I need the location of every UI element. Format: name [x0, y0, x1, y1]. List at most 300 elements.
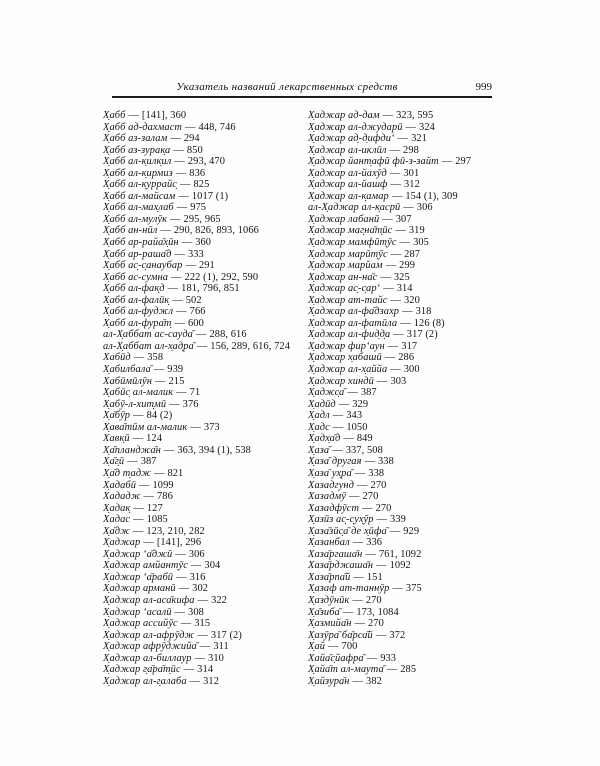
entry-term: ал-Х̣аббат ал-х̣ад̣ра̄: [103, 340, 194, 352]
entry-page-refs: 301: [403, 167, 420, 179]
index-entry: [103, 583, 308, 595]
entry-dash: —: [385, 260, 397, 272]
entry-term: Х̣аджар ал-аса̄кифа: [103, 594, 195, 606]
entry-term: Х̣абб ал-к̣уррайс̣: [103, 179, 178, 191]
entry-dash: —: [405, 121, 417, 133]
index-entry: [308, 214, 508, 226]
entry-page-refs: 387: [360, 387, 377, 399]
entry-page-refs: 151: [366, 571, 383, 583]
entry-dash: —: [402, 306, 413, 318]
entry-dash: —: [180, 179, 191, 191]
entry-page-refs: 376: [182, 398, 199, 410]
entry-dash: —: [383, 283, 394, 295]
index-entry: [308, 295, 508, 307]
entry-term: Хадас: [103, 514, 131, 526]
entry-term: Х̣абб ал-мулӯк: [103, 213, 168, 225]
index-entry: [103, 283, 308, 295]
index-entry: [308, 422, 508, 434]
entry-page-refs: 373: [203, 421, 220, 433]
entry-dash: —: [175, 548, 186, 560]
entry-page-refs: 363, 394 (1), 538: [177, 444, 251, 456]
index-entry: [103, 630, 308, 642]
entry-dash: —: [197, 629, 208, 641]
entry-page-refs: 156, 289, 616, 724: [210, 340, 291, 352]
entry-page-refs: 600: [187, 317, 204, 329]
index-entry: [308, 156, 508, 168]
entry-dash: —: [173, 144, 184, 156]
entry-dash: —: [353, 571, 364, 583]
entry-dash: —: [133, 502, 144, 514]
entry-page-refs: 321: [411, 133, 427, 145]
index-entry: [103, 260, 308, 272]
index-entry: [103, 272, 308, 284]
entry-page-refs: 700: [341, 641, 358, 653]
entry-term: Х̣абб ар-райа̄х̣ӣн: [103, 237, 179, 249]
entry-dash: —: [390, 179, 402, 191]
entry-page-refs: 286: [398, 352, 415, 364]
entry-page-refs: 295, 965: [183, 213, 221, 225]
entry-term: Х̣азаф ат-таннӯр: [308, 583, 390, 595]
entry-term: ал-Х̣аббат ас-сауда̄: [103, 329, 193, 341]
entry-dash: —: [176, 202, 188, 214]
entry-term: ал-Х̣аджар ал-к̣асрӣ: [308, 202, 401, 214]
entry-page-refs: 849: [356, 433, 373, 445]
entry-page-refs: [141], 296: [156, 537, 202, 549]
entry-term: Х̣адабӣ: [103, 479, 137, 491]
entry-page-refs: 339: [390, 514, 406, 526]
entry-dash: —: [332, 410, 344, 422]
index-entry: [103, 329, 308, 341]
entry-page-refs: 502: [185, 294, 202, 306]
entry-term: Хазадгунд: [308, 479, 355, 491]
entry-dash: —: [392, 583, 403, 595]
entry-dash: —: [332, 421, 344, 433]
entry-term: Х̣абб ал-мах̣лаб: [103, 202, 174, 214]
entry-page-refs: 372: [389, 629, 406, 641]
entry-dash: —: [133, 514, 144, 526]
index-entry: [308, 456, 508, 468]
index-entry: [103, 549, 308, 561]
entry-term: Х̣адс: [308, 421, 330, 433]
entry-dash: —: [391, 190, 403, 202]
entry-term: Х̣а̄д т̣адж: [103, 467, 151, 479]
entry-page-refs: 314: [197, 664, 214, 676]
entry-dash: —: [365, 548, 376, 560]
index-entry: [308, 329, 508, 341]
entry-page-refs: 375: [405, 583, 422, 595]
entry-page-refs: 312: [203, 675, 220, 687]
entry-page-refs: 1092: [389, 560, 411, 572]
index-entry: [103, 399, 308, 411]
entry-dash: —: [397, 133, 409, 145]
index-entry: [103, 595, 308, 607]
page-header: [112, 81, 492, 93]
entry-page-refs: 1099: [152, 479, 174, 491]
entry-page-refs: 360: [195, 237, 212, 249]
entry-dash: —: [167, 283, 179, 295]
index-entry: [308, 249, 508, 261]
entry-page-refs: 270: [375, 502, 392, 514]
entry-term: Х̣адл: [308, 410, 330, 422]
entry-term: Х̣аджар фирʻаун: [308, 340, 385, 352]
entry-page-refs: 290, 826, 893, 1066: [173, 225, 259, 237]
entry-dash: —: [174, 248, 185, 260]
entry-term: Х̣аджар ал-афрӯдж: [103, 629, 195, 641]
entry-page-refs: 338: [378, 456, 394, 468]
entry-dash: —: [143, 491, 155, 503]
entry-dash: —: [170, 213, 181, 225]
entry-term: Х̣абб ал-фуджл: [103, 306, 174, 318]
entry-page-refs: 124: [146, 433, 162, 445]
entry-term: Х̣абб ал-фура̄т̣: [103, 317, 172, 329]
entry-page-refs: 1017 (1): [191, 190, 229, 202]
entry-dash: —: [171, 271, 182, 283]
entry-page-refs: 324: [419, 121, 435, 133]
entry-term: Х̣аджар ал-йашф: [308, 179, 388, 191]
entry-page-refs: 288, 616: [209, 329, 247, 341]
entry-page-refs: 343: [346, 410, 363, 422]
index-entry: [308, 318, 508, 330]
entry-dash: —: [352, 675, 364, 687]
index-entry: [308, 537, 508, 549]
entry-term: Х̣аджар ал-фатӣла: [308, 317, 398, 329]
index-entry: [308, 503, 508, 515]
index-entry: [308, 260, 508, 272]
entry-dash: —: [127, 456, 138, 468]
index-entry: [103, 445, 308, 457]
entry-term: Х̣ай: [308, 641, 326, 653]
entry-page-refs: 315: [194, 618, 211, 630]
index-entry: [308, 237, 508, 249]
entry-page-refs: 297: [455, 156, 472, 168]
entry-dash: —: [176, 571, 187, 583]
entry-dash: —: [174, 156, 185, 168]
entry-dash: —: [175, 167, 187, 179]
entry-page-refs: 338: [368, 467, 385, 479]
entry-dash: —: [190, 421, 201, 433]
entry-term: Х̣а̄дж: [103, 525, 130, 537]
index-entry: [103, 168, 308, 180]
index-entry: [103, 341, 308, 353]
index-entry: [103, 526, 308, 538]
entry-term: Х̣а̄зиба̄: [308, 606, 340, 618]
entry-page-refs: 123, 210, 282: [146, 525, 205, 537]
entry-term: Х̣абб ар-раша̄д: [103, 248, 172, 260]
entry-dash: —: [196, 340, 208, 352]
index-entry: [103, 641, 308, 653]
entry-dash: —: [197, 594, 209, 606]
entry-page-refs: 310: [208, 652, 224, 664]
entry-page-refs: 291: [198, 260, 215, 272]
index-entry: [308, 618, 508, 630]
entry-term: Х̣абб ал-майсам: [103, 190, 176, 202]
index-entry: [103, 480, 308, 492]
index-entry: [308, 399, 508, 411]
entry-page-refs: 127: [146, 502, 163, 514]
entry-term: Х̣аджар ал-к̣амар: [308, 190, 389, 202]
entry-term: Х̣аджар афрӯджийа̄: [103, 641, 197, 653]
entry-term: Х̣аджар мамфӣт̣ӯс: [308, 237, 397, 249]
entry-page-refs: 329: [352, 398, 369, 410]
entry-page-refs: 939: [167, 364, 184, 376]
entry-term: Х̣абб ал-фалӣк̣: [103, 294, 170, 306]
entry-page-refs: 1050: [346, 421, 368, 433]
entry-dash: —: [347, 387, 358, 399]
entry-page-refs: 836: [189, 167, 206, 179]
entry-term: Х̣абб ас̣-с̣анаубар: [103, 260, 183, 272]
entry-term: Х̣адх̣а̄д: [308, 433, 341, 445]
entry-term: Х̣аджар ас̣-с̣арʻ: [308, 283, 381, 295]
entry-page-refs: 320: [404, 294, 420, 306]
index-entry: [103, 456, 308, 468]
index-entry: [103, 664, 308, 676]
entry-dash: —: [399, 237, 411, 249]
index-entry: [308, 491, 508, 503]
entry-page-refs: 382: [366, 675, 382, 687]
entry-term: Х̣аджар ʻа̄рабӣ: [103, 571, 174, 583]
entry-term: Х̣а̄бӯр: [103, 410, 131, 422]
index-columns: [103, 110, 508, 687]
entry-term: Х̣абилбала̄: [103, 364, 151, 376]
entry-term: Х̣аджар ан-на̄с: [308, 271, 378, 283]
entry-term: Х̣абб ал-к̣илк̣ил: [103, 156, 172, 168]
index-entry: [103, 433, 308, 445]
entry-term: Х̣абб: [103, 110, 126, 121]
index-entry: [103, 653, 308, 665]
entry-page-refs: 222 (1), 292, 590: [184, 271, 259, 283]
index-entry: [103, 572, 308, 584]
page-title: Указатель названий лекарственных средств: [176, 81, 398, 93]
index-entry: [308, 433, 508, 445]
entry-page-refs: [141], 360: [141, 110, 187, 121]
entry-dash: —: [153, 364, 165, 376]
entry-dash: —: [380, 271, 391, 283]
entry-dash: —: [133, 352, 145, 364]
entry-page-refs: 302: [192, 583, 209, 595]
entry-page-refs: 929: [403, 525, 420, 537]
index-entry: [308, 110, 508, 122]
entry-page-refs: 766: [189, 306, 206, 318]
entry-dash: —: [183, 664, 195, 676]
entry-dash: —: [364, 456, 375, 468]
index-entry: [103, 133, 308, 145]
entry-term: Х̣аджар х̣абашӣ: [308, 352, 382, 364]
entry-dash: —: [387, 340, 399, 352]
entry-page-refs: 761, 1092: [378, 548, 422, 560]
entry-page-refs: 173, 1084: [356, 606, 399, 618]
entry-page-refs: 300: [403, 364, 420, 376]
index-entry: [103, 295, 308, 307]
entry-page-refs: 270: [362, 491, 379, 503]
entry-page-refs: 323, 595: [396, 110, 434, 121]
index-entry: [103, 318, 308, 330]
entry-page-refs: 387: [140, 456, 157, 468]
entry-dash: —: [185, 121, 196, 133]
entry-dash: —: [386, 664, 398, 676]
entry-page-refs: 975: [190, 202, 207, 214]
entry-dash: —: [169, 398, 180, 410]
entry-term: Х̣адак̣: [103, 502, 131, 514]
index-entry: [103, 376, 308, 388]
entry-page-refs: 317 (2): [406, 329, 438, 341]
index-entry: [308, 122, 508, 134]
index-entry: [308, 526, 508, 538]
entry-dash: —: [176, 387, 187, 399]
entry-page-refs: 322: [211, 594, 227, 606]
entry-dash: —: [376, 514, 388, 526]
entry-dash: —: [178, 190, 189, 202]
entry-term: Х̣аджар ал-иклӣл: [308, 144, 387, 156]
entry-page-refs: 270: [368, 618, 384, 630]
entry-dash: —: [128, 110, 139, 121]
entry-page-refs: 287: [404, 248, 421, 260]
index-entry: [103, 156, 308, 168]
index-entry: [103, 202, 308, 214]
entry-dash: —: [194, 652, 206, 664]
entry-dash: —: [376, 375, 388, 387]
entry-dash: —: [172, 294, 183, 306]
index-entry: [308, 202, 508, 214]
entry-dash: —: [163, 444, 175, 456]
entry-dash: —: [352, 537, 364, 549]
index-entry: [103, 514, 308, 526]
index-entry: [103, 387, 308, 399]
index-entry: [308, 179, 508, 191]
entry-term: Х̣а̄планджа̄н: [103, 444, 161, 456]
entry-page-refs: 306: [188, 548, 205, 560]
entry-dash: —: [366, 652, 378, 664]
index-entry: [308, 387, 508, 399]
entry-dash: —: [133, 410, 144, 422]
index-entry: [103, 110, 308, 122]
entry-dash: —: [195, 329, 207, 341]
entry-page-refs: 308: [188, 606, 204, 618]
entry-dash: —: [375, 629, 387, 641]
entry-term: Хазадмӯ: [308, 491, 346, 503]
entry-page-refs: 316: [189, 571, 206, 583]
entry-dash: —: [395, 225, 406, 237]
entry-page-refs: 317: [401, 340, 418, 352]
index-entry: [103, 145, 308, 157]
entry-term: Х̣аджар йант̣афӣ фӣ-з-зайт: [308, 156, 439, 168]
entry-term: Х̣аджар марӣт̣ӯс: [308, 248, 388, 260]
index-entry: [103, 491, 308, 503]
entry-page-refs: 154 (1), 309: [405, 190, 458, 202]
entry-term: Х̣азӣз ас̣-с̣ух̣ӯр: [308, 514, 374, 526]
entry-dash: —: [393, 329, 404, 341]
entry-term: Х̣аджар ад̣-д̣ифдиʻ: [308, 133, 395, 145]
entry-dash: —: [155, 375, 166, 387]
index-entry: [103, 560, 308, 572]
index-entry: [103, 306, 308, 318]
index-entry: [103, 537, 308, 549]
entry-page-refs: 317 (2): [210, 629, 242, 641]
index-entry: [308, 607, 508, 619]
entry-term: Х̣аджар ал-фид̣д̣а: [308, 329, 391, 341]
entry-dash: —: [190, 560, 202, 572]
entry-page-refs: 305: [413, 237, 429, 249]
index-entry: [308, 145, 508, 157]
index-entry: [103, 179, 308, 191]
entry-dash: —: [390, 364, 401, 376]
entry-dash: —: [332, 444, 343, 456]
entry-term: Х̣абб ас-сумна: [103, 271, 169, 283]
entry-page-refs: 299: [399, 260, 416, 272]
entry-page-refs: 314: [396, 283, 413, 295]
index-entry: [308, 676, 508, 688]
entry-page-refs: 933: [380, 652, 397, 664]
index-entry: [103, 468, 308, 480]
index-entry: [308, 583, 508, 595]
entry-term: Х̣аджар г̣а̄ра̄т̣ӣс: [103, 664, 181, 676]
entry-page-refs: 126 (8): [413, 317, 445, 329]
entry-term: Х̣аджар ʻасалӣ: [103, 606, 172, 618]
index-column-left: [103, 110, 308, 687]
index-entry: [103, 249, 308, 261]
entry-page-refs: 325: [393, 271, 410, 283]
index-entry: [308, 641, 508, 653]
entry-dash: —: [338, 398, 350, 410]
index-entry: [308, 225, 508, 237]
index-entry: [308, 410, 508, 422]
entry-term: Х̣аджар маг̣на̄т̣ӣс: [308, 225, 393, 237]
entry-term: Х̣аджар марйам: [308, 260, 383, 272]
entry-dash: —: [354, 467, 366, 479]
entry-dash: —: [143, 537, 154, 549]
entry-dash: —: [189, 675, 201, 687]
entry-page-refs: 215: [168, 375, 185, 387]
entry-dash: —: [199, 641, 211, 653]
index-entry: [308, 352, 508, 364]
entry-term: Х̣аджар ал-х̣аййа: [308, 364, 388, 376]
entry-term: Х̣ава̄тӣм ал-малик: [103, 421, 188, 433]
entry-dash: —: [170, 133, 181, 145]
entry-dash: —: [390, 294, 402, 306]
entry-page-refs: 448, 746: [198, 121, 236, 133]
index-entry: [103, 122, 308, 134]
index-entry: [308, 468, 508, 480]
entry-dash: —: [349, 491, 360, 503]
entry-term: Х̣абб ад-дахмаст: [103, 121, 183, 133]
entry-term: Хададж: [103, 491, 141, 503]
entry-term: Х̣аза̄зӣс̣а̄ де х̣ӣфа̄: [308, 525, 387, 537]
entry-page-refs: 318: [415, 306, 432, 318]
entry-dash: —: [362, 502, 373, 514]
entry-term: Х̣азӯра̄ ба̄рса̄й: [308, 629, 373, 641]
entry-page-refs: 319: [408, 225, 425, 237]
index-entry: [308, 630, 508, 642]
entry-term: Х̣аздӯнӣк: [308, 594, 350, 606]
entry-term: Х̣а̄г̣ӣ: [103, 456, 125, 468]
index-entry: [308, 283, 508, 295]
entry-dash: —: [160, 225, 171, 237]
entry-term: Х̣аджар ʻа̄джӣ: [103, 548, 173, 560]
entry-page-refs: 311: [213, 641, 229, 653]
index-entry: [103, 618, 308, 630]
entry-page-refs: 306: [416, 202, 433, 214]
index-column-right: [308, 110, 508, 687]
entry-page-refs: 336: [366, 537, 383, 549]
entry-dash: —: [352, 594, 363, 606]
entry-term: Хайа̄с̣йафра̄: [308, 652, 364, 664]
entry-page-refs: 337, 508: [345, 444, 383, 456]
entry-page-refs: 303: [390, 375, 407, 387]
entry-dash: —: [376, 560, 387, 572]
entry-dash: —: [176, 306, 187, 318]
entry-dash: —: [132, 433, 144, 445]
entry-page-refs: 293, 470: [187, 156, 226, 168]
entry-term: Х̣аджар амйант̣ӯс: [103, 560, 188, 572]
